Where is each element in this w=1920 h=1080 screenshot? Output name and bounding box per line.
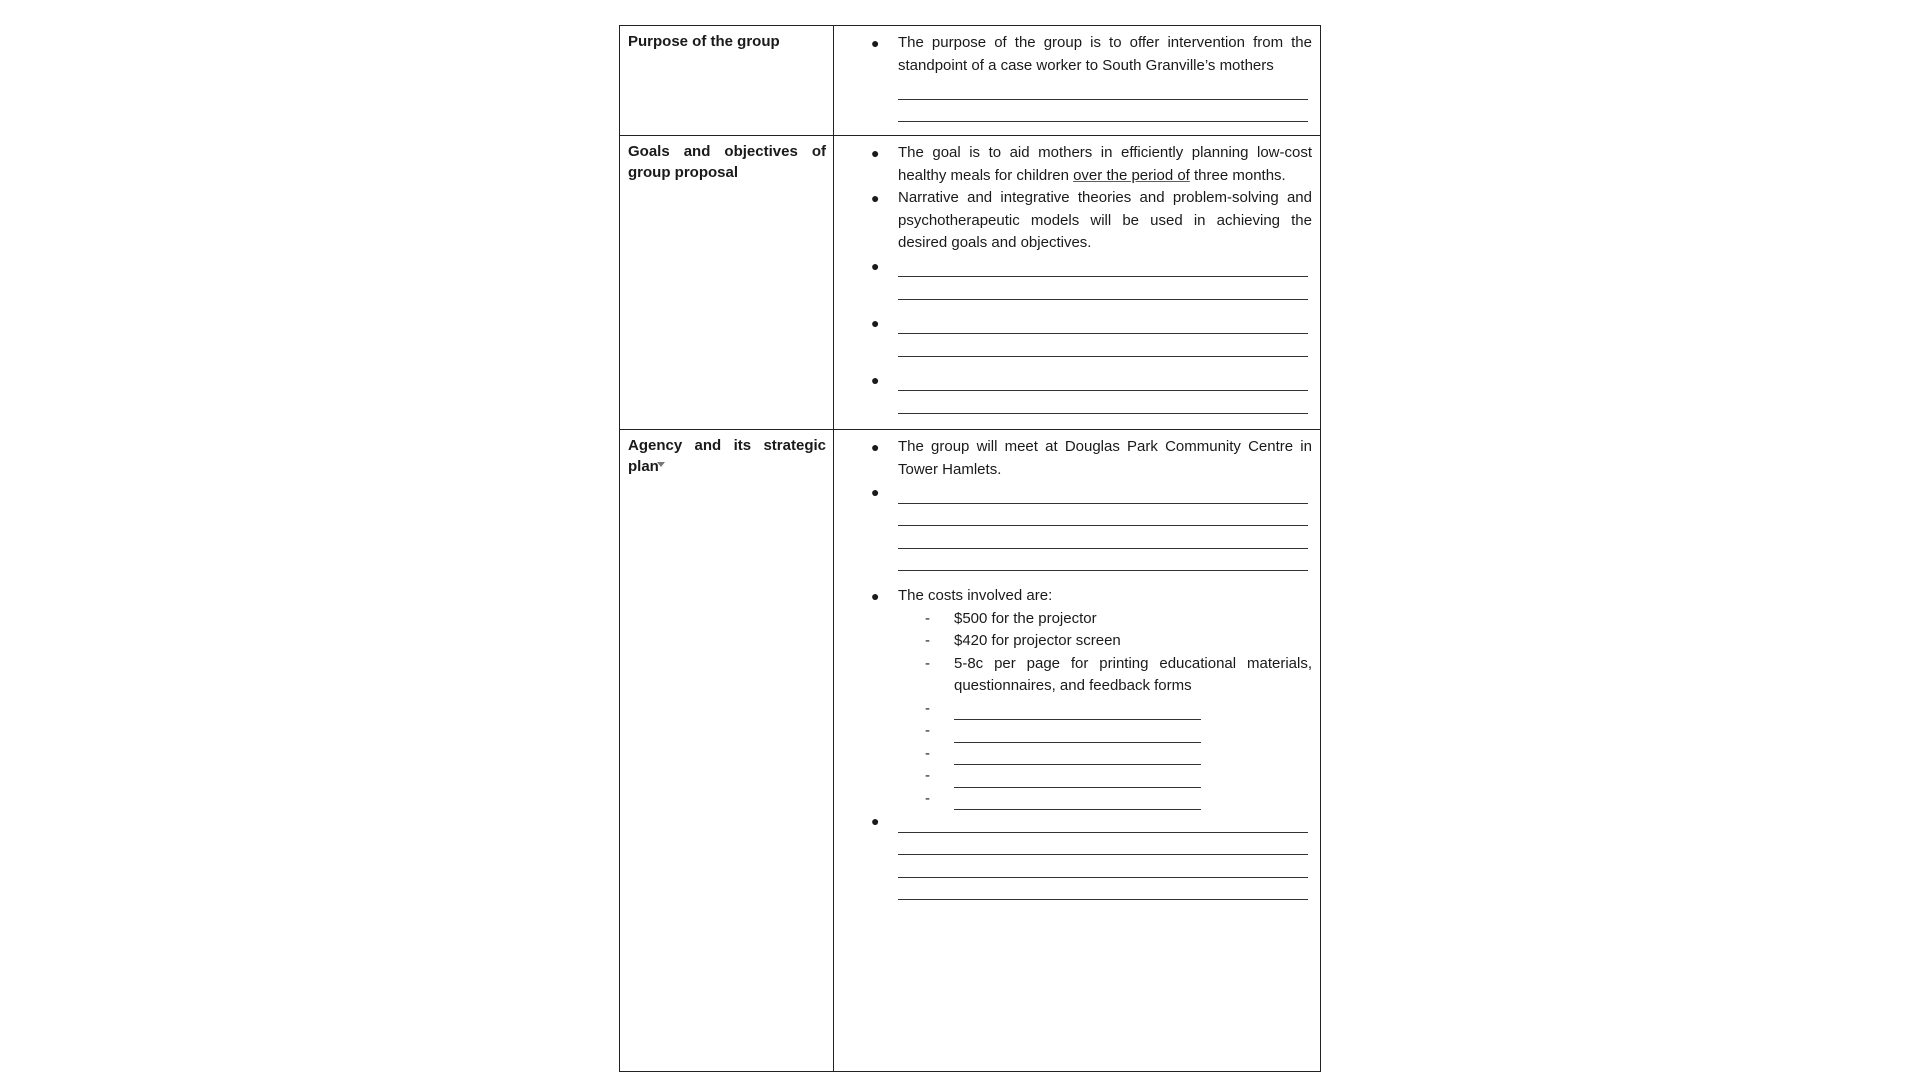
goal-text-tail: three months.: [1194, 166, 1286, 184]
list-item: [898, 698, 1312, 721]
blank-line[interactable]: [898, 549, 1308, 572]
row-label-goals: Goals and objectives of group proposal: [620, 136, 834, 430]
blank-line[interactable]: [898, 855, 1308, 878]
list-item: [898, 743, 1312, 766]
dash-icon: -: [925, 609, 930, 627]
dash-icon: -: [925, 744, 930, 762]
goal-text: The goal is to aid mothers in efficiently planning low-cost healthy meals for children: [898, 144, 1312, 184]
blank-line[interactable]: [898, 810, 1308, 833]
list-item: [834, 312, 1312, 357]
blank-line[interactable]: [898, 878, 1308, 901]
blank-line[interactable]: [898, 504, 1308, 527]
bullet-icon: ●: [871, 145, 880, 161]
blank-line[interactable]: [898, 77, 1308, 100]
list-item: [834, 32, 1312, 122]
blank-line[interactable]: [898, 100, 1308, 123]
list-item: [898, 788, 1312, 811]
bullet-icon: ●: [871, 190, 880, 206]
row-label-agency: [620, 430, 834, 1072]
blank-line[interactable]: [954, 743, 1201, 766]
blank-line[interactable]: [898, 481, 1308, 504]
list-item: [898, 608, 1312, 631]
list-item: [834, 481, 1312, 571]
list-item: [834, 187, 1312, 255]
blank-line[interactable]: [954, 720, 1201, 743]
dash-icon: -: [925, 767, 930, 784]
cost-item: $420 for projector screen: [954, 632, 1121, 649]
blank-line[interactable]: [898, 391, 1308, 414]
list-item: [834, 810, 1312, 900]
list-item: [898, 765, 1312, 788]
list-item: [834, 369, 1312, 414]
blank-line[interactable]: [954, 765, 1201, 788]
blank-line[interactable]: [954, 698, 1201, 721]
blank-line[interactable]: [898, 255, 1308, 278]
table-row: [620, 136, 1321, 430]
dash-icon: -: [925, 789, 930, 807]
agency-label-text: Agency and its strategic plan: [628, 437, 826, 475]
blank-line[interactable]: [898, 369, 1308, 392]
row-content-goals: [834, 136, 1321, 430]
dash-icon: -: [925, 654, 930, 672]
list-item: [898, 653, 1312, 698]
blank-line[interactable]: [898, 833, 1308, 856]
list-item: [898, 630, 1312, 653]
bullet-icon: ●: [871, 314, 880, 331]
bullet-icon: ●: [871, 813, 880, 829]
bullet-icon: ●: [871, 35, 880, 51]
chevron-down-icon[interactable]: [657, 462, 665, 467]
bullet-icon: ●: [871, 588, 880, 604]
row-content-purpose: [834, 26, 1321, 136]
costs-intro-text: The costs involved are:: [898, 587, 1053, 604]
row-content-agency: [834, 430, 1321, 1072]
blank-line[interactable]: [898, 526, 1308, 549]
dash-icon: -: [925, 632, 930, 649]
spacer: [834, 357, 1312, 369]
bullet-icon: ●: [871, 257, 880, 274]
theories-text: Narrative and integrative theories and problem-solving and psychotherapeutic models will be used in achieving the desired goals and objectives.: [898, 189, 1312, 251]
group-proposal-table: [619, 25, 1321, 1072]
blank-line[interactable]: [898, 312, 1308, 335]
dash-icon: -: [925, 699, 930, 717]
list-item: [898, 720, 1312, 743]
dash-icon: -: [925, 722, 930, 739]
spacer: [834, 571, 1312, 585]
list-item: [834, 585, 1312, 810]
blank-line[interactable]: [898, 334, 1308, 357]
blank-line[interactable]: [954, 788, 1201, 811]
table-row: [620, 430, 1321, 1072]
list-item: [834, 255, 1312, 300]
spacer: [834, 300, 1312, 312]
form-page: [619, 25, 1321, 1052]
bullet-icon: ●: [871, 484, 880, 500]
venue-text: The group will meet at Douglas Park Community Centre in Tower Hamlets.: [898, 438, 1312, 478]
list-item: [834, 142, 1312, 187]
bullet-icon: ●: [871, 439, 880, 455]
blank-line[interactable]: [898, 277, 1308, 300]
cost-item: $500 for the projector: [954, 609, 1097, 627]
costs-list: [898, 608, 1312, 811]
row-label-purpose: Purpose of the group: [620, 26, 834, 136]
cost-item: 5-8c per page for printing educational materials, questionnaires, and feedback forms: [954, 654, 1312, 694]
table-row: [620, 26, 1321, 136]
underlined-phrase: over the period of: [1073, 166, 1190, 184]
list-item: [834, 436, 1312, 481]
bullet-icon: ●: [871, 371, 880, 388]
purpose-text: The purpose of the group is to offer intervention from the standpoint of a case worker to South Granville’s mothers: [898, 34, 1312, 74]
